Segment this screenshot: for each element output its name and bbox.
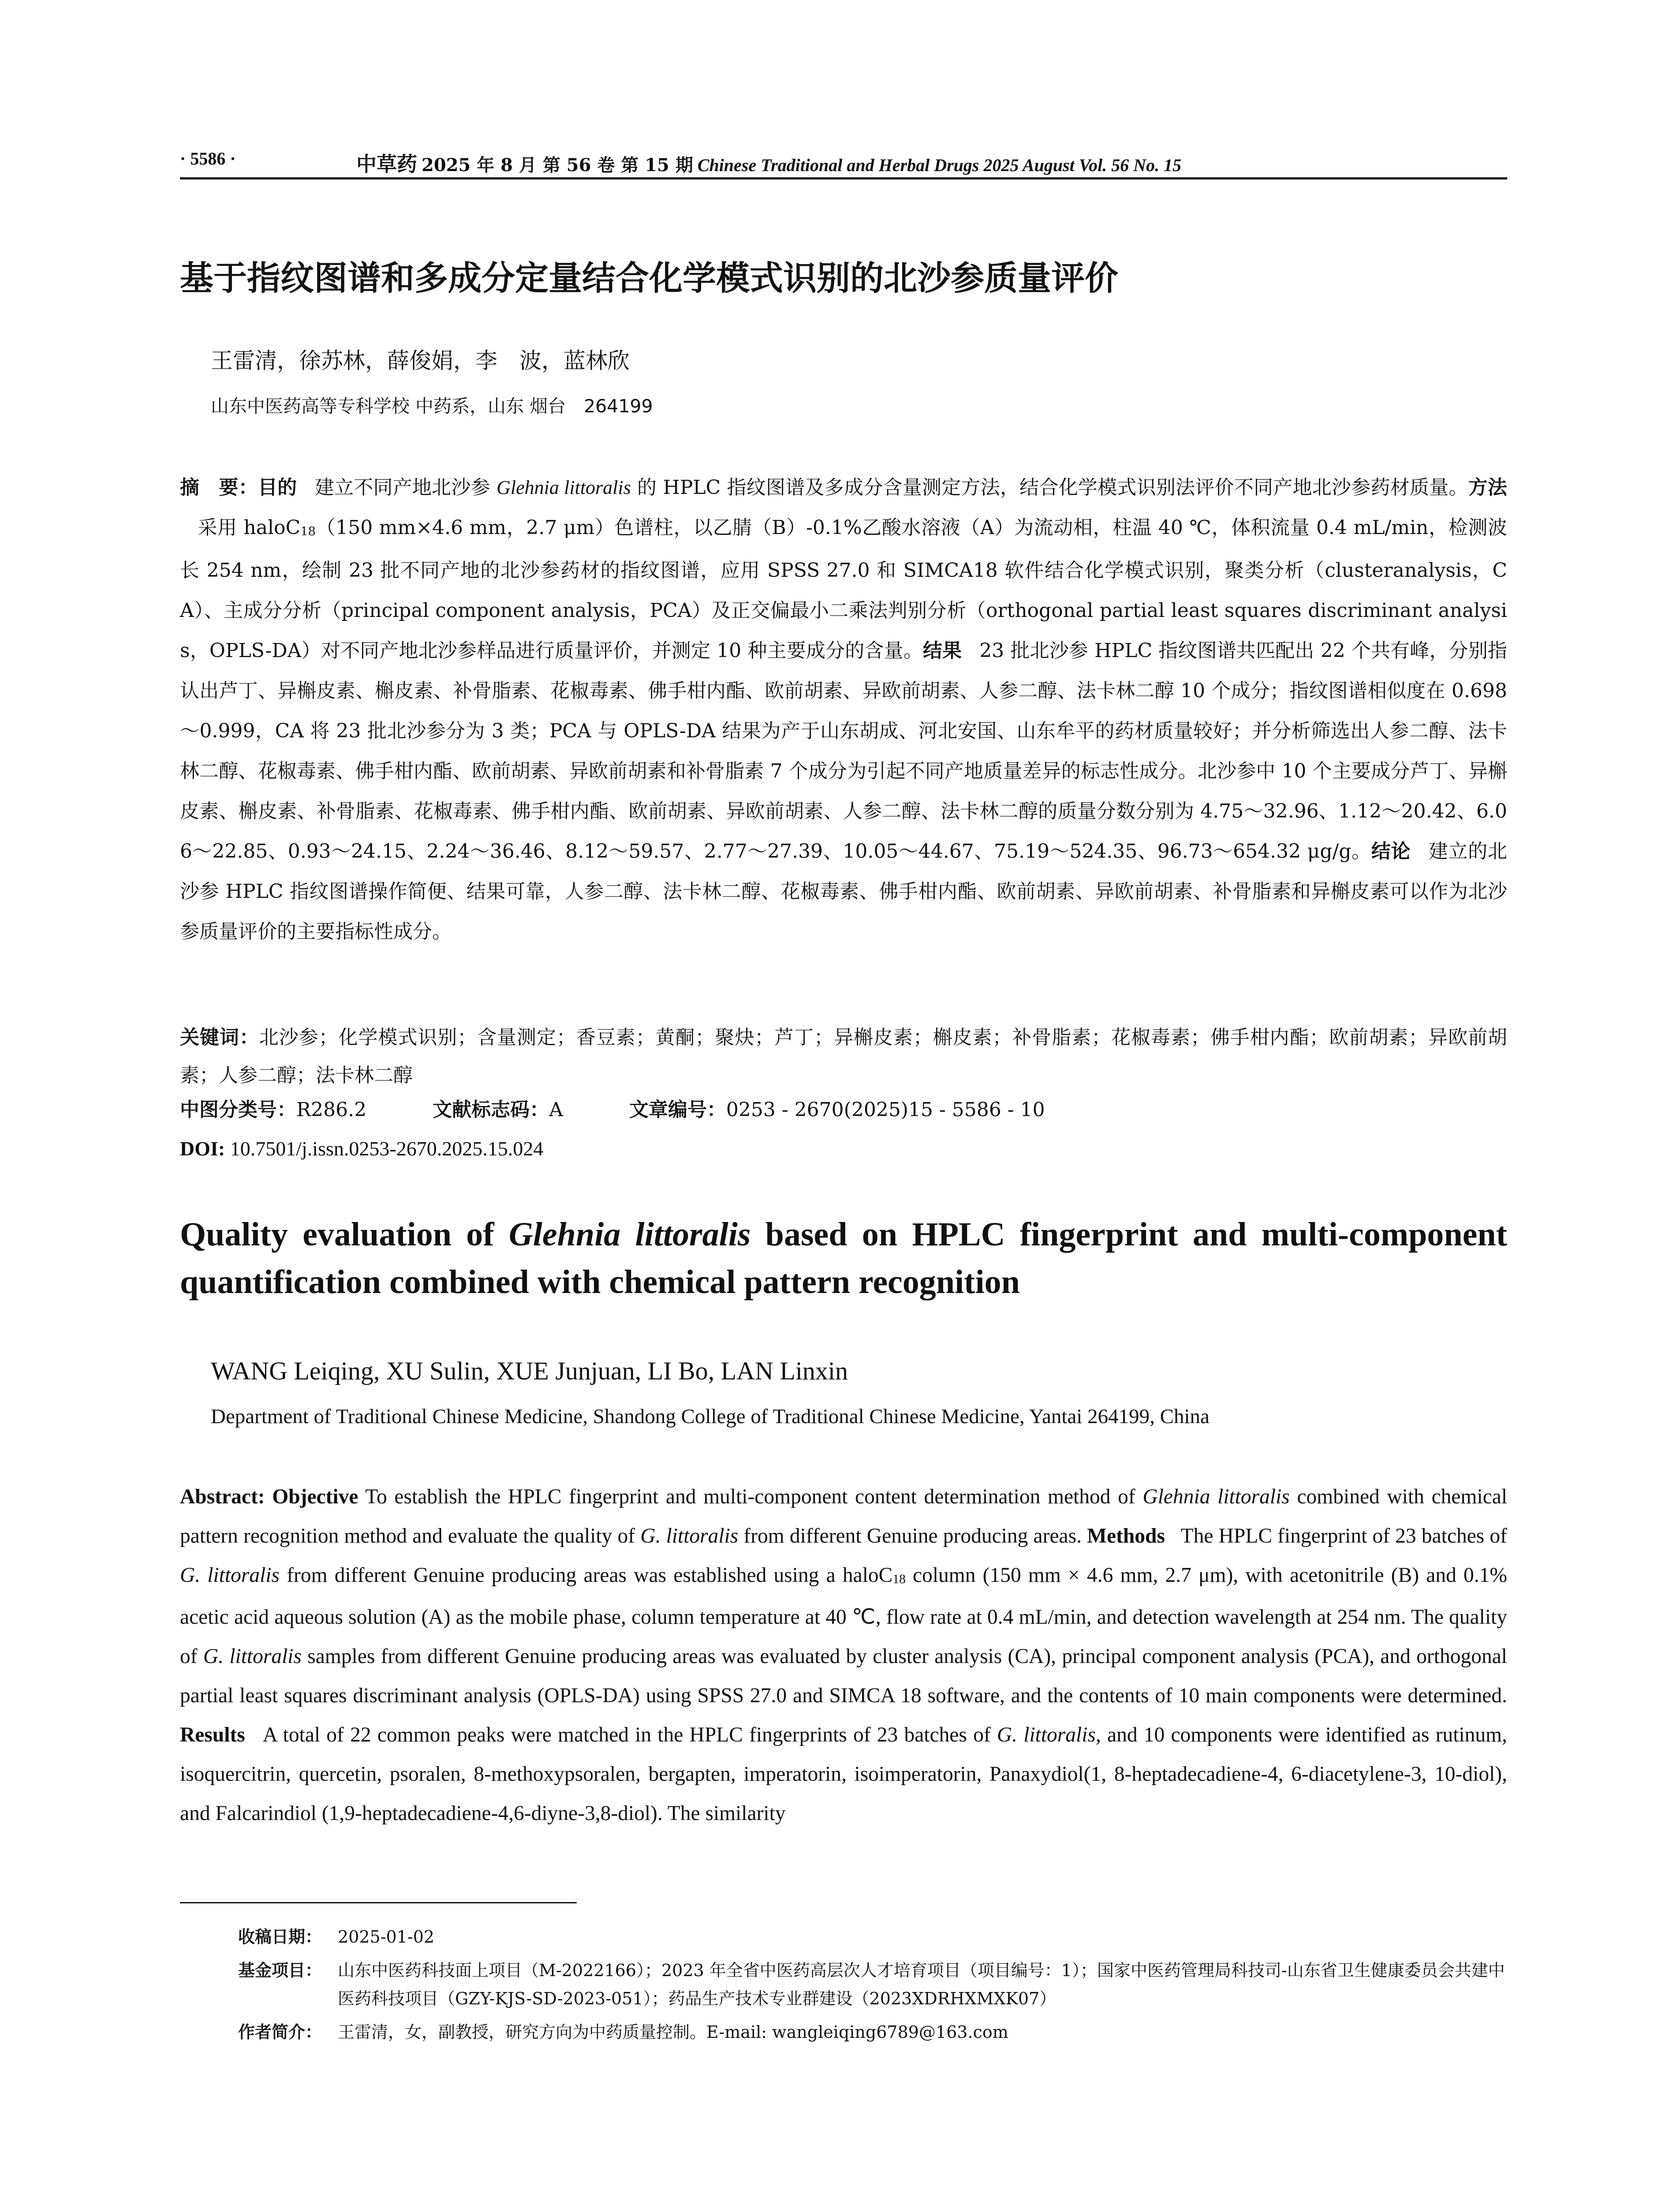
en-methods-label: Methods	[1087, 1525, 1165, 1547]
en-species-short: G. littoralis	[640, 1525, 739, 1547]
fund-label: 基金项目：	[238, 1961, 322, 1980]
fund-value: 山东中医药科技面上项目（M-2022166）；2023 年全省中医药高层次人才培育项目（项目编号：1）；国家中医药管理局科技司-山东省卫生健康委员会共建中医药科技项目（GZY-KJS-SD-2023-051）；药品生产技术专业群建设（2023XDRHXMXK07）	[338, 1961, 1505, 2008]
footnote-bio	[238, 2018, 1508, 2046]
zh-authors: 王雷清，徐苏林，薛俊娟，李 波，蓝林欣	[211, 348, 630, 374]
issue-en: 2025 August Vol. 56 No. 15	[983, 155, 1182, 175]
zh-conclusion-text: 建立的北沙参 HPLC 指纹图谱操作简便、结果可靠，人参二醇、法卡林二醇、花椒毒素、佛手柑内酯、欧前胡素、异欧前胡素、补骨脂素和异槲皮素可以作为北沙参质量评价的主要指标性成分。	[180, 840, 1507, 943]
zh-objective-label: 目的	[258, 476, 297, 499]
clc-value: R286.2	[296, 1099, 367, 1121]
en-species-short: G. littoralis	[997, 1723, 1096, 1746]
en-methods-text: The HPLC fingerprint of 23 batches of	[1180, 1525, 1507, 1547]
en-results-label: Results	[180, 1723, 245, 1746]
en-affiliation: Department of Traditional Chinese Medicine, Shandong College of Traditional Chinese Medicine, Yantai 264199, China	[211, 1405, 1210, 1428]
zh-abstract-label: 摘 要：	[180, 476, 258, 499]
zh-conclusion-label: 结论	[1371, 840, 1411, 863]
en-objective-text-3: from different Genuine producing areas.	[738, 1525, 1082, 1547]
en-methods-text-3: column (150 mm × 4.6 mm, 2.7 μm), with acetonitrile (B) and 0.1% acetic acid aqueous solution (A) as the mobile phase, column temperature at 40 ℃, flow rate at 0.4 mL/min, and detection wavelength at 254 nm. The quality of	[180, 1564, 1507, 1668]
en-species-short: G. littoralis	[203, 1645, 302, 1668]
footnotes	[238, 1923, 1508, 2046]
received-label: 收稿日期：	[238, 1927, 322, 1947]
en-objective-text-2: combined with chemical pattern recognition method and evaluate the quality of	[180, 1485, 1508, 1547]
en-title-part-1: Quality evaluation of	[180, 1216, 509, 1253]
en-results-text-2: , and 10 components were identified as rutinum, isoquercitrin, quercetin, psoralen, 8-methoxypsoralen, bergapten, imperatorin, isoimperatorin, Panaxydiol(1, 8-heptadecadiene-4, 6-diacetylene-3, 10-diol), and Falcarindiol (1,9-heptadecadiene-4,6-diyne-3,8-diol). The similarity	[180, 1723, 1507, 1825]
zh-objective-text: 建立不同产地北沙参	[314, 476, 497, 499]
en-title-part-2: based on HPLC fingerprint and multi-component quantification combined with chemical pattern recognition	[180, 1216, 1508, 1301]
zh-keywords	[180, 1019, 1507, 1095]
en-objective-label: Objective	[272, 1485, 358, 1508]
en-results-text: A total of 22 common peaks were matched in the HPLC fingerprints of 23 batches of	[262, 1723, 997, 1746]
issue-cn: 2025 年 8 月 第 56 卷 第 15 期	[422, 155, 693, 176]
en-objective-text: To establish the HPLC fingerprint and multi-component content determination method of	[358, 1485, 1143, 1508]
doi-line	[180, 1137, 543, 1160]
zh-objective-text-2: 的 HPLC 指纹图谱及多成分含量测定方法，结合化学模式识别法评价不同产地北沙参药材质量。	[631, 476, 1468, 499]
zh-methods-text: 采用 haloC	[198, 516, 301, 539]
zh-results-label: 结果	[922, 639, 962, 662]
journal-en: Chinese Traditional and Herbal Drugs	[697, 155, 979, 175]
article-no-label: 文章编号：	[629, 1099, 726, 1121]
footnote-received	[238, 1923, 1508, 1951]
zh-title: 基于指纹图谱和多成分定量结合化学模式识别的北沙参质量评价	[180, 258, 1118, 298]
en-title-species: Glehnia littoralis	[508, 1216, 751, 1253]
doc-code-label: 文献标志码：	[433, 1099, 549, 1121]
footnote-rule	[180, 1902, 577, 1903]
doi-label: DOI:	[180, 1137, 225, 1160]
zh-methods-text-2: （150 mm×4.6 mm，2.7 μm）色谱柱，以乙腈（B）-0.1%乙酸水溶液（A）为流动相，柱温 40 ℃，体积流量 0.4 mL/min，检测波长 254 nm，绘制 23 批不同产地的北沙参药材的指纹图谱，应用 SPSS 27.0 和 SIMCA18 软件结合化学模式识别，聚类分析（clusteranalysis，CA）、主成分分析（principal component analysis，PCA）及正交偏最小二乘法判别分析（orthogonal partial least squares discriminant analysis，OPLS-DA）对不同产地北沙参样品进行质量评价，并测定 10 种主要成分的含量。	[180, 516, 1507, 662]
clc-label: 中图分类号：	[180, 1099, 296, 1121]
journal-logo-text: 中草药	[356, 152, 417, 176]
en-species: Glehnia littoralis	[1142, 1485, 1290, 1508]
received-value: 2025-01-02	[338, 1927, 435, 1947]
footnote-fund	[238, 1956, 1508, 2013]
en-title	[180, 1211, 1507, 1306]
en-authors: WANG Leiqing, XU Sulin, XUE Junjuan, LI Bo, LAN Linxin	[211, 1357, 848, 1385]
page-number: · 5586 ·	[180, 149, 236, 168]
zh-methods-label: 方法	[1468, 476, 1508, 499]
en-species-short: G. littoralis	[180, 1564, 280, 1587]
article-no-value: 0253 - 2670(2025)15 - 5586 - 10	[726, 1099, 1045, 1121]
doi-value: 10.7501/j.issn.0253-2670.2025.15.024	[230, 1137, 544, 1160]
journal-info	[356, 148, 1181, 177]
zh-affiliation: 山东中医药高等专科学校 中药系，山东 烟台 264199	[211, 396, 653, 417]
en-methods-text-2: from different Genuine producing areas was established using a haloC	[280, 1564, 893, 1587]
keywords-label: 关键词：	[180, 1026, 259, 1049]
en-methods-sub: 18	[892, 1572, 906, 1586]
bio-label: 作者简介：	[238, 2022, 322, 2042]
en-abstract-label: Abstract:	[180, 1485, 265, 1508]
zh-abstract	[180, 467, 1507, 952]
en-methods-text-4: samples from different Genuine producing areas was evaluated by cluster analysis (CA), principal component analysis (PCA), and orthogonal partial least squares discriminant analysis (OPLS-DA) using SPSS 27.0 and SIMCA 18 software, and the contents of 10 main components were determined.	[180, 1645, 1507, 1707]
zh-methods-sub: 18	[300, 524, 316, 538]
zh-results-text: 23 批北沙参 HPLC 指纹图谱共匹配出 22 个共有峰，分别指认出芦丁、异槲皮素、槲皮素、补骨脂素、花椒毒素、佛手柑内酯、欧前胡素、异欧前胡素、人参二醇、法卡林二醇 10 个成分；指纹图谱相似度在 0.698～0.999，CA 将 23 批北沙参分为 3 类；PCA 与 OPLS-DA 结果为产于山东胡成、河北安国、山东牟平的药材质量较好；并分析筛选出人参二醇、法卡林二醇、花椒毒素、佛手柑内酯、欧前胡素、异欧前胡素和补骨脂素 7 个成分为引起不同产地质量差异的标志性成分。北沙参中 10 个主要成分芦丁、异槲皮素、槲皮素、补骨脂素、花椒毒素、佛手柑内酯、欧前胡素、异欧前胡素、人参二醇、法卡林二醇的质量分数分别为 4.75～32.96、1.12～20.42、6.06～22.85、0.93～24.15、2.24～36.46、8.12～59.57、2.77～27.39、10.05～44.67、75.19～524.35、96.73～654.32 μg/g。	[180, 639, 1508, 863]
classification-line	[180, 1094, 1111, 1122]
running-header	[180, 140, 1507, 179]
doc-code-value: A	[549, 1099, 563, 1121]
en-abstract	[180, 1477, 1507, 1833]
bio-value: 王雷清，女，副教授，研究方向为中药质量控制。E-mail: wangleiqing6789@163.com	[338, 2022, 1008, 2042]
zh-species: Glehnia littoralis	[497, 477, 631, 498]
keywords-text: 北沙参；化学模式识别；含量测定；香豆素；黄酮；聚炔；芦丁；异槲皮素；槲皮素；补骨脂素；花椒毒素；佛手柑内酯；欧前胡素；异欧前胡素；人参二醇；法卡林二醇	[180, 1026, 1508, 1087]
